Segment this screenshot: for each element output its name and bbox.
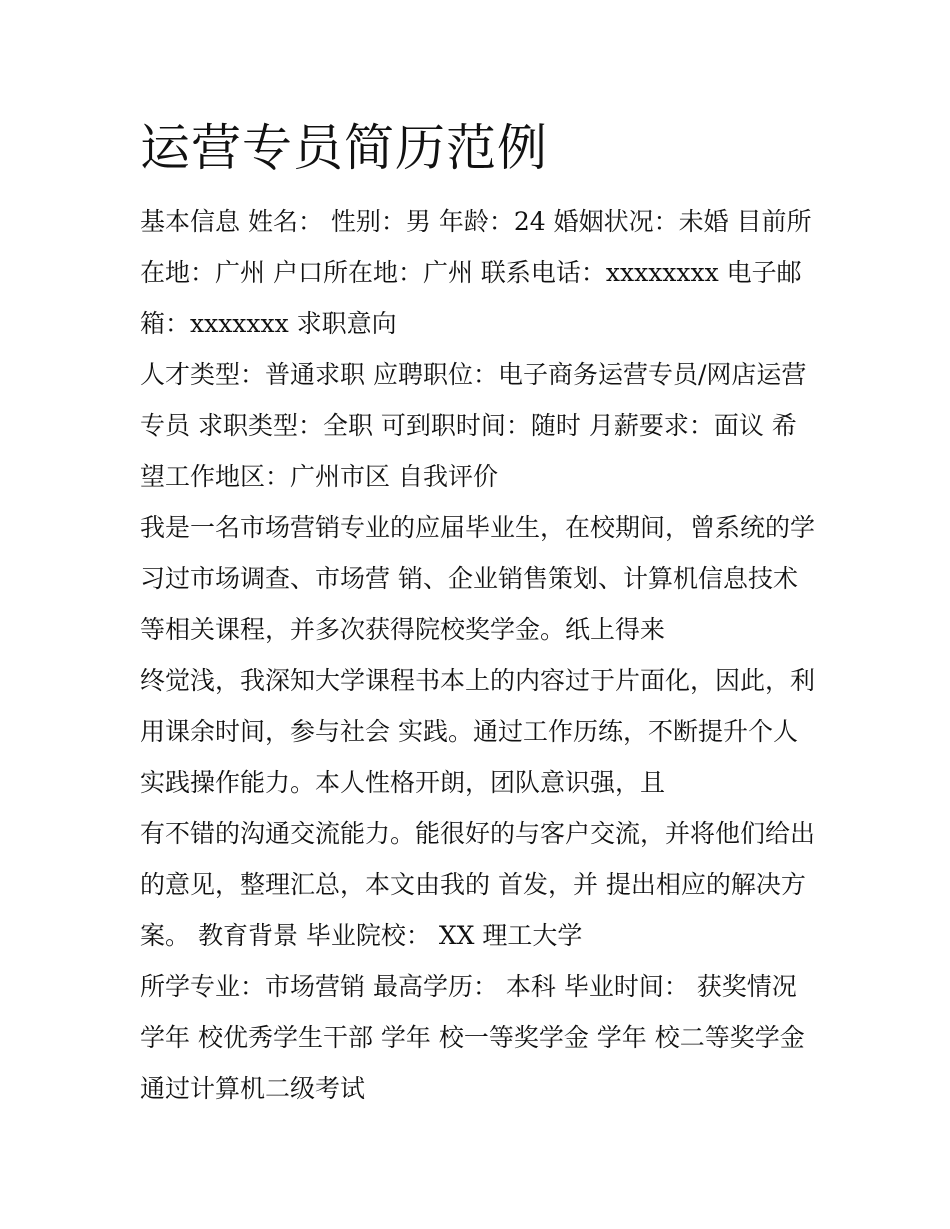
body-line: 有不错的沟通交流能力。能很好的与客户交流，并将他们给出 — [140, 819, 816, 848]
body-line: 人才类型：普通求职 应聘职位：电子商务运营专员/网店运营 — [140, 360, 807, 389]
body-line: 通过计算机二级考试 — [140, 1074, 366, 1103]
body-line: 基本信息 姓名： 性别：男 年龄：24 婚姻状况：未婚 目前所 — [140, 207, 812, 236]
body-line: 我是一名市场营销专业的应届毕业生，在校期间，曾系统的学 — [140, 513, 816, 542]
body-line: 望工作地区：广州市区 自我评价 — [140, 462, 498, 491]
body-line: 习过市场调查、市场营 销、企业销售策划、计算机信息技术 — [140, 564, 798, 593]
body-line: 终觉浅，我深知大学课程书本上的内容过于片面化，因此，利 — [140, 666, 816, 695]
body-line: 学年 校优秀学生干部 学年 校一等奖学金 学年 校二等奖学金 — [140, 1023, 805, 1052]
body-line: 在地：广州 户口所在地：广州 联系电话：xxxxxxxx 电子邮 — [140, 258, 802, 287]
document-title: 运营专员简历范例 — [140, 119, 548, 177]
body-line: 等相关课程，并多次获得院校奖学金。纸上得来 — [140, 615, 666, 644]
body-line: 的意见，整理汇总，本文由我的 首发，并 提出相应的解决方 — [140, 870, 806, 899]
body-line: 用课余时间，参与社会 实践。通过工作历练，不断提升个人 — [140, 717, 798, 746]
body-line: 箱：xxxxxxx 求职意向 — [140, 309, 397, 338]
document-body — [140, 200, 830, 1118]
body-line: 案。 教育背景 毕业院校： XX 理工大学 — [140, 921, 583, 950]
body-line: 实践操作能力。本人性格开朗，团队意识强，且 — [140, 768, 666, 797]
body-line: 所学专业：市场营销 最高学历： 本科 毕业时间： 获奖情况 — [140, 972, 797, 1001]
body-line: 专员 求职类型：全职 可到职时间：随时 月薪要求：面议 希 — [140, 411, 797, 440]
